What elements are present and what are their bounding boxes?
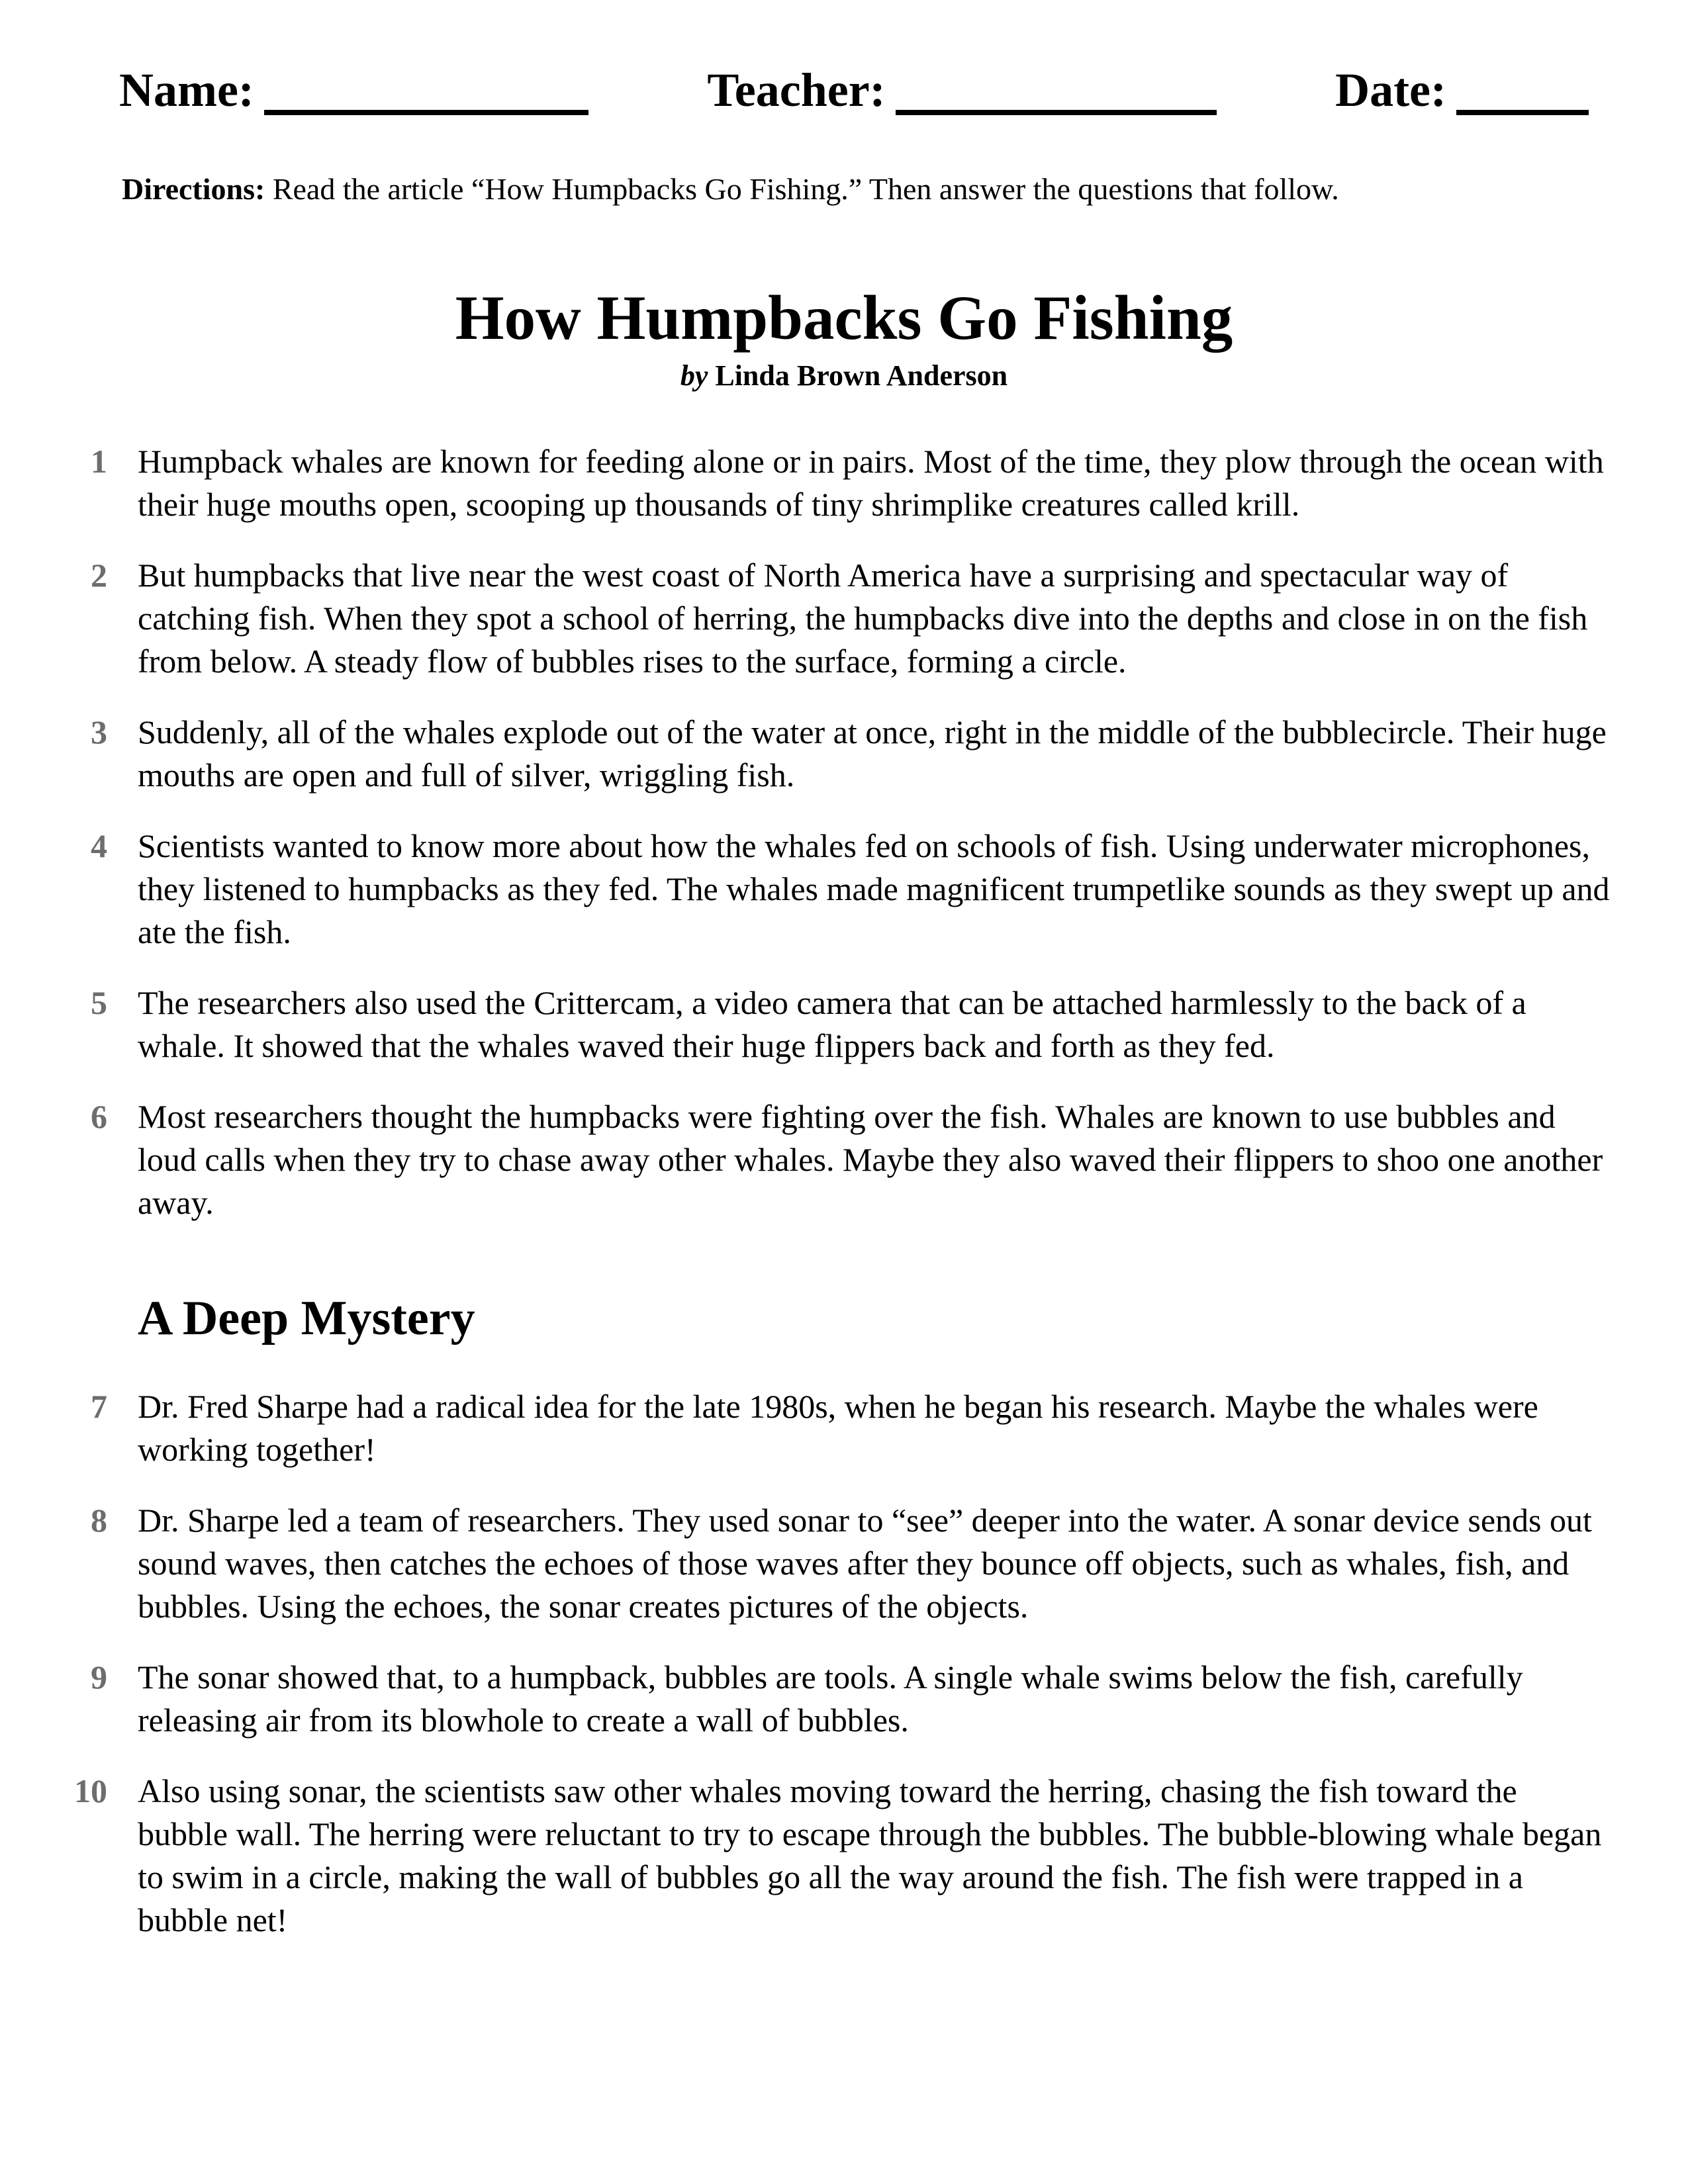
paragraph-text: Humpback whales are known for feeding alone or in pairs. Most of the time, they plow through the ocean with their huge mouths open, scooping up thousands of tiny shrimplike creatures called krill.: [138, 443, 1604, 523]
paragraph-5: [66, 981, 1615, 1068]
date-label: Date:: [1335, 64, 1446, 116]
teacher-label: Teacher:: [707, 64, 886, 116]
paragraph-number: 2: [91, 557, 107, 594]
student-header: [0, 0, 1688, 118]
paragraph-number: 3: [91, 713, 107, 751]
paragraph-number: 7: [91, 1388, 107, 1426]
byline-prefix: by: [680, 359, 708, 392]
date-field-group: [1335, 63, 1589, 118]
paragraph-text: The researchers also used the Crittercam, a video camera that can be attached harmlessly to the back of a whale. It showed that the whales waved their huge flippers back and forth as they fed.: [138, 984, 1526, 1065]
paragraph-6: [66, 1095, 1615, 1224]
paragraph-7: [66, 1385, 1615, 1471]
teacher-blank-line: [896, 72, 1217, 115]
paragraph-text: The sonar showed that, to a humpback, bubbles are tools. A single whale swims below the fish, carefully releasing air from its blowhole to create a wall of bubbles.: [138, 1659, 1523, 1739]
directions: [122, 169, 1589, 209]
paragraph-9: [66, 1656, 1615, 1742]
name-label: Name:: [119, 64, 254, 116]
directions-label: Directions:: [122, 172, 265, 206]
paragraph-1: [66, 440, 1615, 526]
paragraph-text: Dr. Fred Sharpe had a radical idea for the late 1980s, when he began his research. Maybe the whales were working together!: [138, 1388, 1538, 1469]
paragraph-text: Most researchers thought the humpbacks were fighting over the fish. Whales are known to use bubbles and loud calls when they try to chase away other whales. Maybe they also waved their flippers to shoo one another away.: [138, 1098, 1603, 1222]
teacher-field-group: [707, 63, 1216, 118]
paragraph-text: Scientists wanted to know more about how the whales fed on schools of fish. Using underwater microphones, they listened to humpbacks as they fed. The whales made magnificent trumpetlike sounds as they swept up and ate the fish.: [138, 827, 1610, 951]
paragraph-text: Dr. Sharpe led a team of researchers. They used sonar to “see” deeper into the water. A sonar device sends out sound waves, then catches the echoes of those waves after they bounce off objects, such as whales, fish, and bubbles. Using the echoes, the sonar creates pictures of the objects.: [138, 1502, 1592, 1625]
byline-author: Linda Brown Anderson: [715, 359, 1008, 392]
paragraph-number: 1: [91, 443, 107, 480]
name-field-group: [119, 63, 588, 118]
paragraph-8: [66, 1499, 1615, 1628]
article-title: How Humpbacks Go Fishing: [455, 282, 1233, 353]
paragraph-number: 10: [74, 1772, 107, 1810]
paragraph-3: [66, 711, 1615, 797]
paragraph-number: 4: [91, 827, 107, 865]
directions-text: Read the article “How Humpbacks Go Fishing.” Then answer the questions that follow.: [265, 172, 1339, 206]
paragraph-number: 5: [91, 984, 107, 1022]
article-byline: [0, 359, 1688, 392]
paragraph-text: Also using sonar, the scientists saw other whales moving toward the herring, chasing the fish toward the bubble wall. The herring were reluctant to try to escape through the bubbles. The bubble-blowing whale began to swim in a circle, making the wall of bubbles go all the way around the fish. The fish were trapped in a bubble net!: [138, 1772, 1602, 1939]
name-blank-line: [264, 72, 588, 115]
paragraph-number: 6: [91, 1098, 107, 1136]
paragraph-10: [66, 1770, 1615, 1942]
paragraph-number: 9: [91, 1659, 107, 1696]
section-heading: A Deep Mystery: [138, 1291, 475, 1346]
paragraph-text: But humpbacks that live near the west coast of North America have a surprising and spectacular way of catching fish. When they spot a school of herring, the humpbacks dive into the depths and close in on the fish from below. A steady flow of bubbles rises to the surface, forming a circle.: [138, 557, 1588, 680]
paragraph-4: [66, 825, 1615, 954]
article-body: [0, 440, 1688, 1942]
paragraph-text: Suddenly, all of the whales explode out of the water at once, right in the middle of the bubblecircle. Their huge mouths are open and full of silver, wriggling fish.: [138, 713, 1607, 794]
date-blank-line: [1456, 72, 1589, 115]
paragraph-2: [66, 554, 1615, 683]
paragraph-number: 8: [91, 1502, 107, 1539]
